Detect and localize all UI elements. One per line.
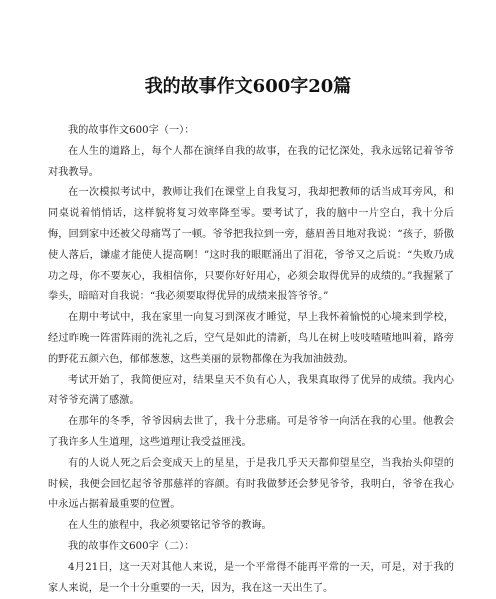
paragraph: 在期中考试中，我在家里一向复习到深夜才睡觉，早上我怀着愉悦的心境来到学校，经过昨晚一阵雷阵雨的洗礼之后，空气是如此的清新，鸟儿在树上吱吱喳喳地叫着，路旁的野花五颜六色，郁郁葱葱，这些美丽的景物都像在为我加油鼓劲。 [48, 312, 454, 365]
paragraph: 在那年的冬季，爷爷因病去世了，我十分悲痛。可是爷爷一向活在我的心里。他教会了我许多人生道理，这些道理让我受益匪浅。 [48, 416, 454, 448]
paragraph: 在人生的道路上，每个人都在演绎自我的故事，在我的记忆深处，我永远铭记着爷爷对我教导。 [48, 145, 454, 178]
paragraph: 考试开始了，我简便应对，结果皇天不负有心人，我果真取得了优异的成绩。我内心对爷爷充满了感激。 [48, 374, 454, 407]
paragraph: 4月21日，这一天对其他人来说，是一个平常得不能再平常的一天，可是，对于我的家人来说，是一个十分重要的一天，因为，我在这一天出生了。 [48, 561, 454, 594]
paragraph: 有的人说人死之后会变成天上的星星，于是我几乎天天都仰望星空，当我抬头仰望的时候，我便会回忆起爷爷那慈祥的容颜。有时我做梦还会梦见爷爷，我明白，爷爷在我心中永远占据着最重要的位置。 [48, 457, 454, 511]
paragraph: 在一次模拟考试中，教师让我们在课堂上自我复习，我却把教师的话当成耳旁风，和同桌说着悄悄话，这样貌将复习效率降至零。要考试了，我的脑中一片空白，我十分后悔，回到家中还被父母痛骂了一顿。爷爷把我拉到一旁，慈眉善目地对我说：“孩子，骄傲使人落后，谦虚才能使人提高啊！”这时我的眼眶涌出了泪花，爷爷又之后说：“失败乃成功之母，你不要灰心，我相信你，只要你好好用心，必须会取得优异的成绩的。”我握紧了拳头，暗暗对自我说：“我必须要取得优异的成绩来报答爷爷。” [48, 187, 454, 303]
document-body [48, 121, 454, 599]
document-title: 我的故事作文600字20篇 [144, 76, 352, 97]
paragraph: 我的故事作文600字（一）： [68, 125, 195, 136]
paragraph: 我的故事作文600字（二）： [68, 540, 195, 552]
paragraph: 在人生的旅程中，我必须要铭记爷爷的教诲。 [68, 520, 272, 532]
